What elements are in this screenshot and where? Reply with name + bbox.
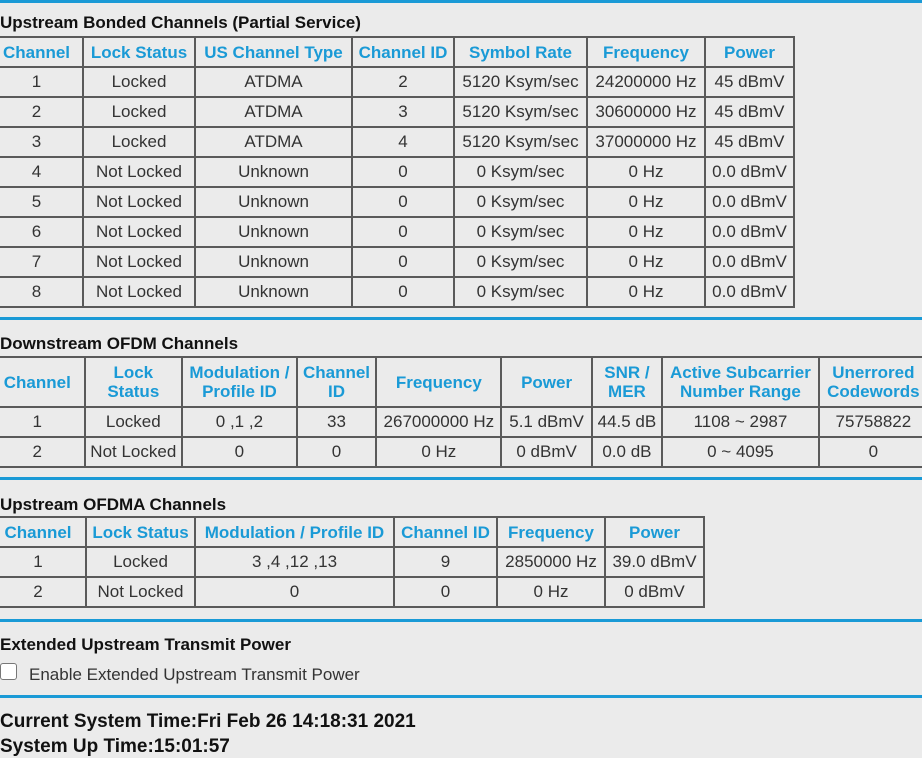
extended-power-title: Extended Upstream Transmit Power <box>0 635 291 654</box>
table-cell: 45 dBmV <box>705 97 794 127</box>
table-cell: 75758822 <box>819 407 922 437</box>
table-cell: 0 <box>352 247 454 277</box>
column-header: Frequency <box>497 517 605 547</box>
table-cell: 0 Hz <box>587 277 705 307</box>
table-cell: 0 Ksym/sec <box>454 157 587 187</box>
table-row <box>0 547 704 577</box>
table-cell: 6 <box>0 217 83 247</box>
table-cell: 7 <box>0 247 83 277</box>
column-header: Frequency <box>587 37 705 67</box>
table-cell: 0 dBmV <box>605 577 704 607</box>
table-cell: 2850000 Hz <box>497 547 605 577</box>
column-header: Channel <box>0 357 85 407</box>
divider <box>0 0 922 3</box>
table-row <box>0 437 922 467</box>
table-cell: 2 <box>0 97 83 127</box>
table-cell: 4 <box>352 127 454 157</box>
table-cell: 33 <box>297 407 376 437</box>
divider <box>0 695 922 698</box>
table-cell: 44.5 dB <box>592 407 662 437</box>
table-cell: 5120 Ksym/sec <box>454 67 587 97</box>
table-cell: Locked <box>85 407 182 437</box>
table-cell: 5120 Ksym/sec <box>454 97 587 127</box>
table-cell: 0 <box>182 437 297 467</box>
table-cell: 3 <box>0 127 83 157</box>
table-cell: 0 Hz <box>587 217 705 247</box>
table-cell: 0 ~ 4095 <box>662 437 819 467</box>
table-cell: 0 Hz <box>376 437 501 467</box>
table-cell: 0 <box>819 437 922 467</box>
table-cell: Not Locked <box>83 187 195 217</box>
system-up-time: System Up Time:15:01:57 <box>0 736 230 757</box>
table-row <box>0 247 794 277</box>
table-cell: 267000000 Hz <box>376 407 501 437</box>
table-cell: 1 <box>0 67 83 97</box>
column-header: Channel ID <box>394 517 497 547</box>
table-cell: Not Locked <box>83 247 195 277</box>
table-row <box>0 157 794 187</box>
upstream-bonded-table <box>0 36 795 308</box>
table-cell: 5 <box>0 187 83 217</box>
table-cell: 0 Hz <box>587 247 705 277</box>
table-cell: 37000000 Hz <box>587 127 705 157</box>
table-row <box>0 407 922 437</box>
table-cell: Unknown <box>195 247 352 277</box>
column-header: Channel ID <box>352 37 454 67</box>
table-cell: Locked <box>86 547 195 577</box>
downstream-ofdm-table <box>0 356 922 468</box>
table-cell: Not Locked <box>83 157 195 187</box>
upstream-ofdma-table <box>0 516 705 608</box>
table-cell: Unknown <box>195 217 352 247</box>
downstream-ofdm-title: Downstream OFDM Channels <box>0 334 239 353</box>
column-header: Lock Status <box>85 357 182 407</box>
table-cell: 0 Hz <box>587 187 705 217</box>
table-cell: 0.0 dB <box>592 437 662 467</box>
column-header: Unerrored Codewords <box>819 357 922 407</box>
table-cell: 30600000 Hz <box>587 97 705 127</box>
table-cell: 45 dBmV <box>705 67 794 97</box>
upstream-bonded-title: Upstream Bonded Channels (Partial Service) <box>0 13 361 32</box>
table-cell: 1108 ~ 2987 <box>662 407 819 437</box>
table-cell: 3 ,4 ,12 ,13 <box>195 547 394 577</box>
table-cell: 0.0 dBmV <box>705 187 794 217</box>
table-row <box>0 277 794 307</box>
table-cell: 0 Ksym/sec <box>454 187 587 217</box>
table-cell: 0.0 dBmV <box>705 247 794 277</box>
enable-extended-power-checkbox[interactable] <box>0 663 17 680</box>
table-cell: 0 <box>352 277 454 307</box>
table-cell: 8 <box>0 277 83 307</box>
column-header: Modulation / Profile ID <box>182 357 297 407</box>
table-cell: 0 dBmV <box>501 437 591 467</box>
column-header: Power <box>501 357 591 407</box>
column-header: US Channel Type <box>195 37 352 67</box>
table-cell: 39.0 dBmV <box>605 547 704 577</box>
table-cell: 0 ,1 ,2 <box>182 407 297 437</box>
column-header: Active Subcarrier Number Range <box>662 357 819 407</box>
header-row <box>0 37 794 67</box>
column-header: Power <box>705 37 794 67</box>
enable-extended-power-label[interactable]: Enable Extended Upstream Transmit Power <box>29 665 360 684</box>
column-header: Channel ID <box>297 357 376 407</box>
table-cell: 0 Ksym/sec <box>454 277 587 307</box>
table-cell: Unknown <box>195 157 352 187</box>
column-header: SNR / MER <box>592 357 662 407</box>
table-cell: Not Locked <box>83 217 195 247</box>
divider <box>0 317 922 320</box>
table-cell: 0.0 dBmV <box>705 277 794 307</box>
table-cell: 0 Hz <box>497 577 605 607</box>
table-cell: 2 <box>0 577 86 607</box>
column-header: Channel <box>0 517 86 547</box>
table-cell: 0 <box>195 577 394 607</box>
table-cell: 5120 Ksym/sec <box>454 127 587 157</box>
table-cell: Not Locked <box>86 577 195 607</box>
table-cell: 3 <box>352 97 454 127</box>
column-header: Power <box>605 517 704 547</box>
header-row <box>0 517 704 547</box>
column-header: Frequency <box>376 357 501 407</box>
table-row <box>0 187 794 217</box>
column-header: Lock Status <box>86 517 195 547</box>
divider <box>0 619 922 622</box>
column-header: Channel <box>0 37 83 67</box>
table-cell: Locked <box>83 127 195 157</box>
table-row <box>0 577 704 607</box>
table-cell: 2 <box>0 437 85 467</box>
table-cell: 0 <box>394 577 497 607</box>
table-cell: Unknown <box>195 187 352 217</box>
upstream-ofdma-title: Upstream OFDMA Channels <box>0 495 227 514</box>
table-cell: Not Locked <box>85 437 182 467</box>
divider <box>0 477 922 480</box>
table-cell: 0 <box>352 217 454 247</box>
header-row <box>0 357 922 407</box>
table-cell: 45 dBmV <box>705 127 794 157</box>
table-cell: 0 <box>352 157 454 187</box>
table-cell: 0 Hz <box>587 157 705 187</box>
table-cell: Unknown <box>195 277 352 307</box>
table-cell: Locked <box>83 67 195 97</box>
table-cell: 1 <box>0 407 85 437</box>
table-cell: ATDMA <box>195 127 352 157</box>
current-system-time: Current System Time:Fri Feb 26 14:18:31 2021 <box>0 711 416 732</box>
table-cell: 0.0 dBmV <box>705 217 794 247</box>
table-row <box>0 127 794 157</box>
table-cell: 0.0 dBmV <box>705 157 794 187</box>
table-cell: 5.1 dBmV <box>501 407 591 437</box>
table-row <box>0 97 794 127</box>
table-cell: Not Locked <box>83 277 195 307</box>
table-cell: 2 <box>352 67 454 97</box>
table-cell: 0 Ksym/sec <box>454 247 587 277</box>
table-cell: 0 <box>297 437 376 467</box>
table-cell: 0 <box>352 187 454 217</box>
table-cell: 24200000 Hz <box>587 67 705 97</box>
table-cell: ATDMA <box>195 67 352 97</box>
table-cell: ATDMA <box>195 97 352 127</box>
table-row <box>0 67 794 97</box>
table-cell: Locked <box>83 97 195 127</box>
column-header: Modulation / Profile ID <box>195 517 394 547</box>
table-cell: 4 <box>0 157 83 187</box>
table-cell: 1 <box>0 547 86 577</box>
table-row <box>0 217 794 247</box>
table-cell: 0 Ksym/sec <box>454 217 587 247</box>
column-header: Symbol Rate <box>454 37 587 67</box>
table-cell: 9 <box>394 547 497 577</box>
column-header: Lock Status <box>83 37 195 67</box>
